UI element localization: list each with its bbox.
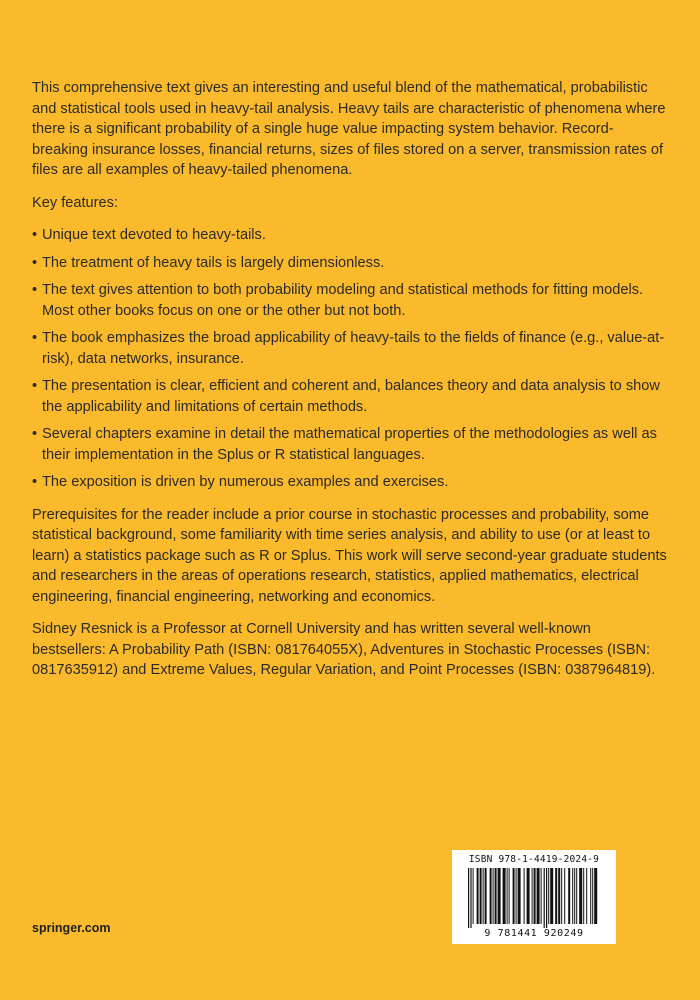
feature-item: • The book emphasizes the broad applicability of heavy-tails to the fields of finance (e.g., value-at- risk), data networks, insurance.	[32, 328, 668, 369]
intro-paragraph: This comprehensive text gives an interesting and useful blend of the mathematical, probabilistic and statistical tools used in heavy-tail analysis. Heavy tails are characteristic of phenomena where there is a significant probability of a single huge value impacting system behavior. Record-breaking insurance losses, financial returns, sizes of files stored on a server, transmission rates of files are all examples of heavy-tailed phenomena.	[32, 80, 666, 178]
author-paragraph: Sidney Resnick is a Professor at Cornell University and has written several well-known bestsellers: A Probability Path (ISBN: 081764055X), Adventures in Stochastic Processes (ISBN: 0817635912) and Extreme Values, Regular Variation, and Point Processes (ISBN: 0387964819).	[32, 621, 656, 678]
features-list	[32, 225, 668, 493]
prerequisites-paragraph: Prerequisites for the reader include a prior course in stochastic processes and probability, some statistical background, some familiarity with time series analysis, and ability to use (or at least to learn) a statistics package such as R or Splus. This work will serve second-year graduate students and researchers in the areas of operations research, statistics, applied mathematics, electrical engineering, financial engineering, networking and economics.	[32, 506, 667, 605]
barcode-bars	[466, 868, 602, 928]
publisher-url[interactable]: springer.com	[32, 921, 111, 935]
feature-item: • The presentation is clear, efficient and coherent and, balances theory and data analysis to show the applicability and limitations of certain methods.	[32, 376, 668, 417]
blurb-content	[32, 78, 668, 693]
isbn-label: ISBN 978-1-4419-2024-9	[468, 854, 600, 865]
feature-item: • The text gives attention to both probability modeling and statistical methods for fitting models. Most other books focus on one or the other but not both.	[32, 280, 668, 321]
feature-item: • The exposition is driven by numerous examples and exercises.	[32, 472, 668, 493]
barcode-digits: 9 781441 920249	[484, 928, 584, 939]
isbn-barcode	[452, 850, 616, 944]
features-heading: Key features:	[32, 194, 118, 211]
feature-item: • The treatment of heavy tails is largely dimensionless.	[32, 253, 668, 274]
feature-item: • Unique text devoted to heavy-tails.	[32, 225, 668, 246]
feature-item: • Several chapters examine in detail the mathematical properties of the methodologies as well as their implementation in the Splus or R statistical languages.	[32, 424, 668, 465]
